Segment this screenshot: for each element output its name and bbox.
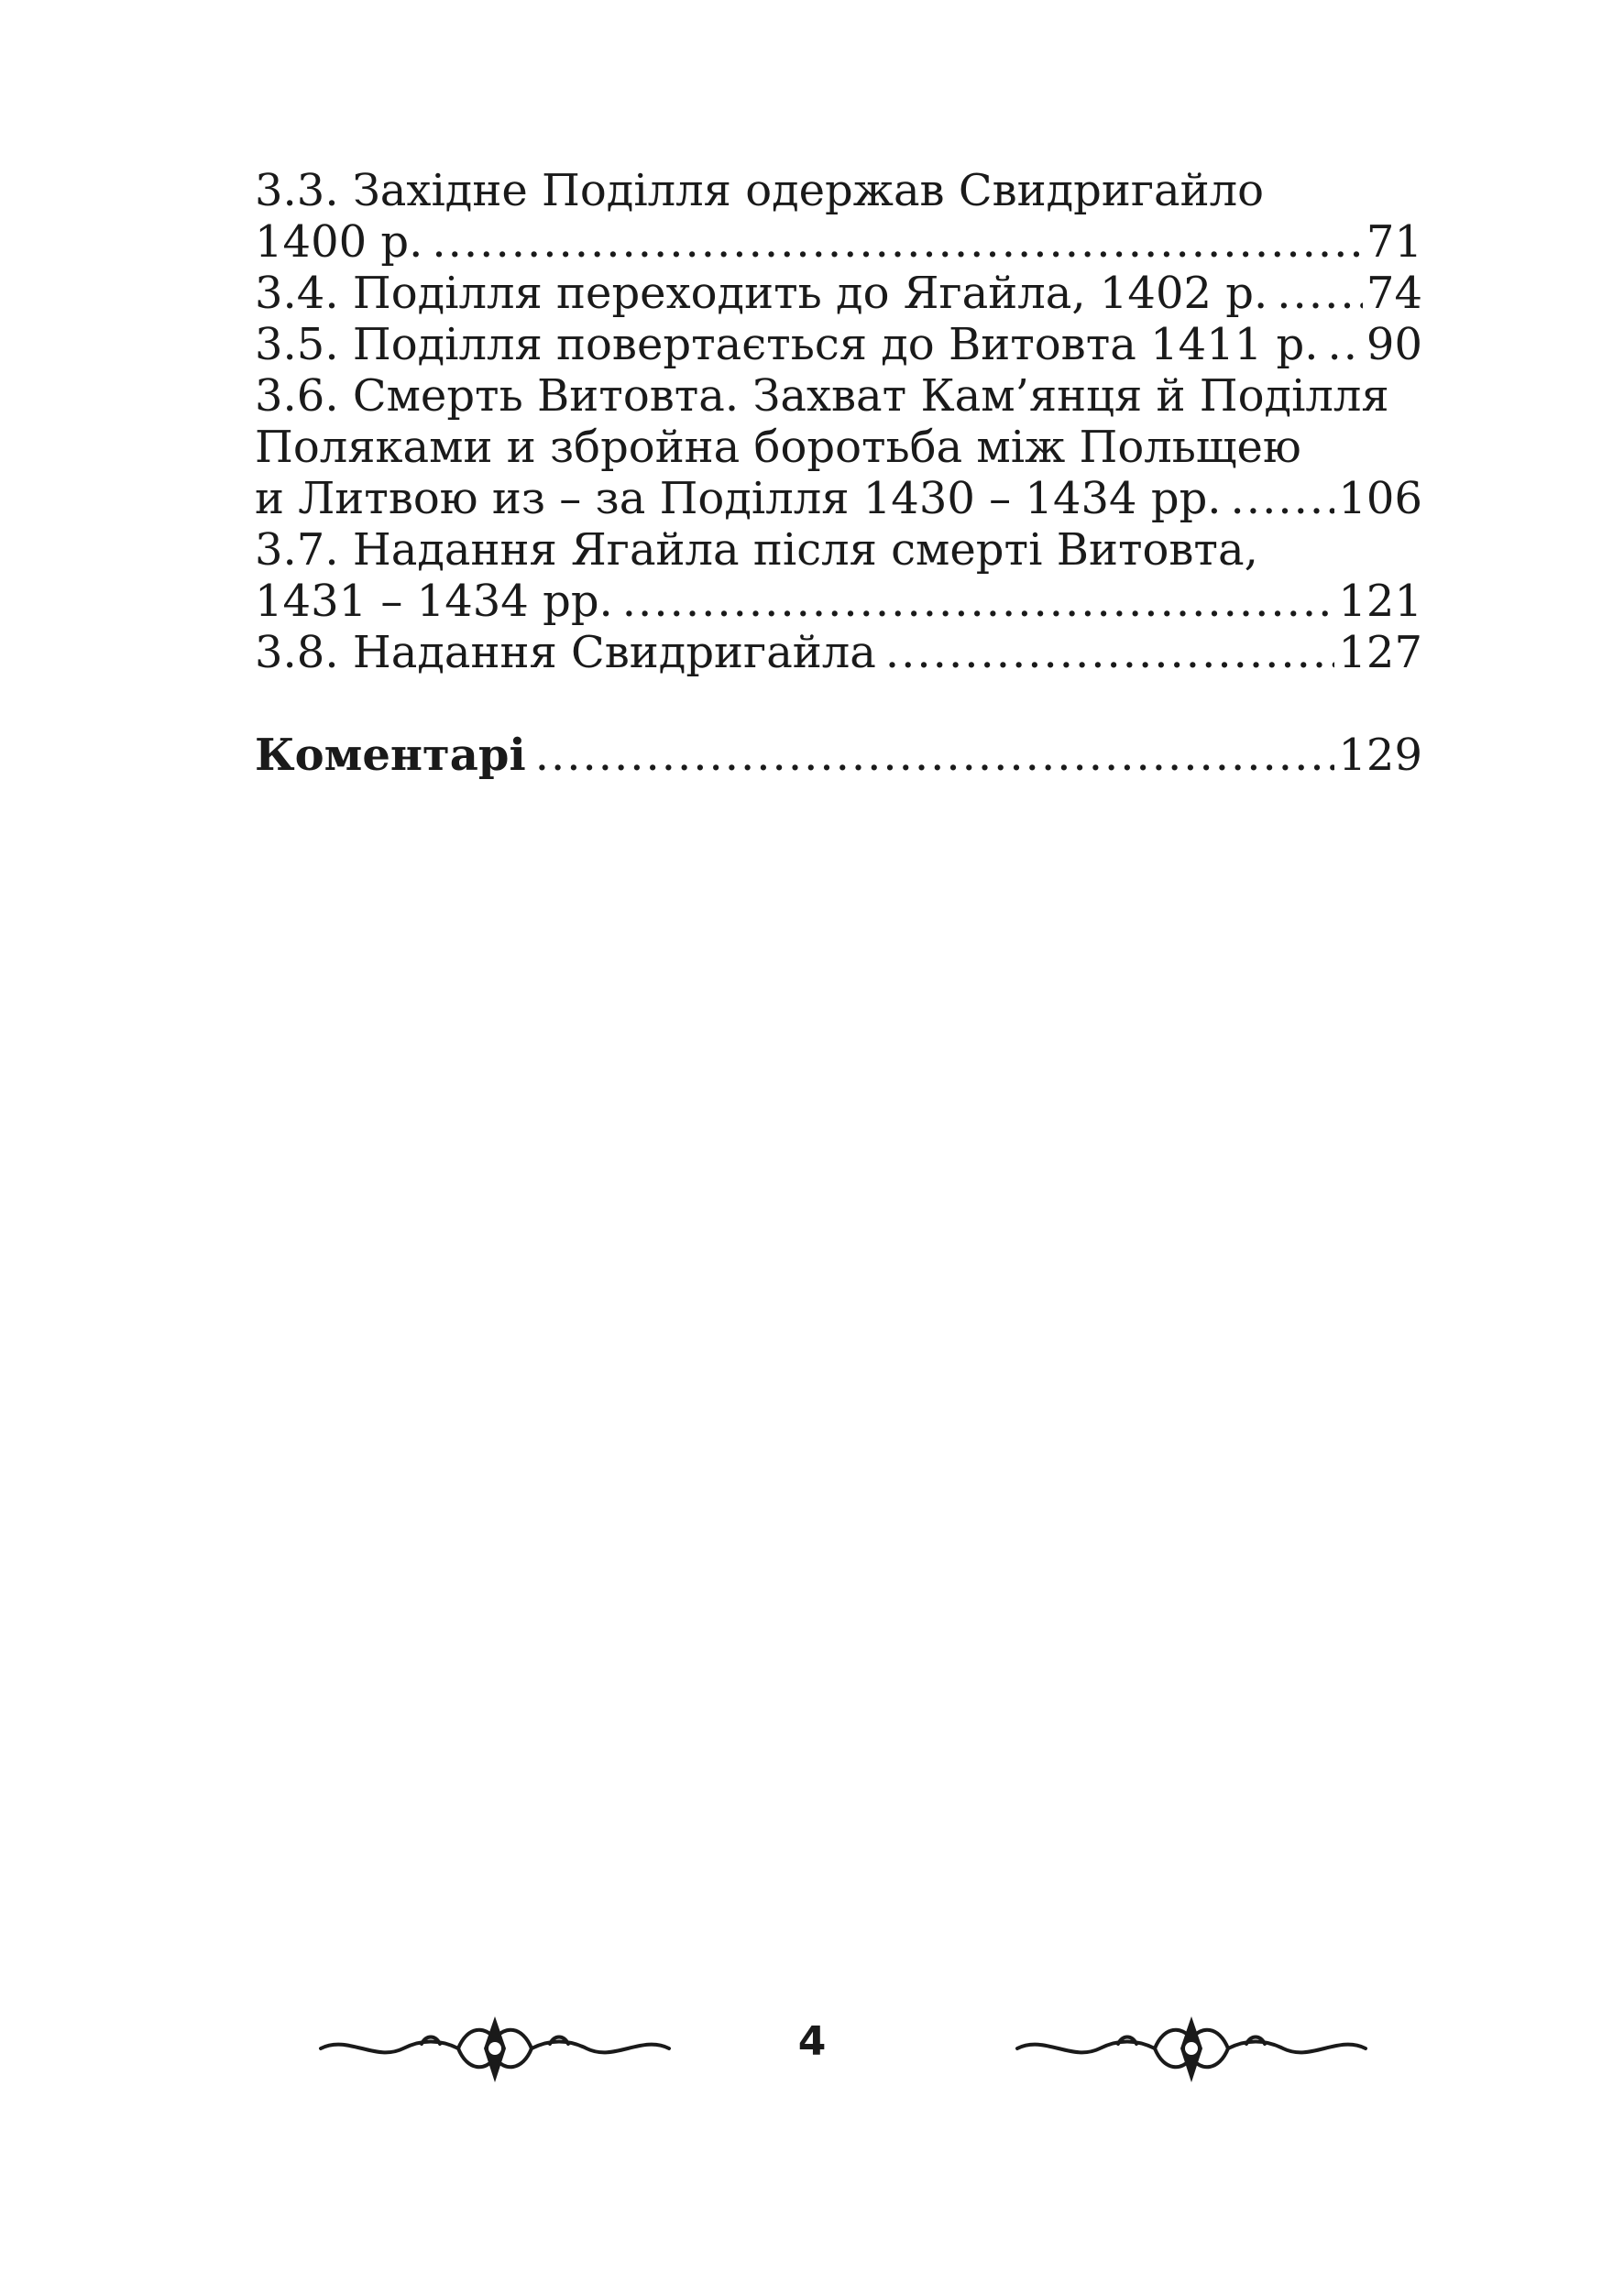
toc-entry-3-6[interactable] [255, 370, 1422, 422]
toc-page-number: 127 [1338, 627, 1422, 678]
page-footer [0, 1998, 1624, 2099]
toc-entry-text: 1431 – 1434 рр. [255, 576, 613, 627]
table-of-contents [255, 165, 1422, 781]
toc-entry-text: 3.5. Поділля повертається до Витовта 1411 р. [255, 319, 1319, 370]
dot-leader [885, 627, 1334, 678]
toc-entry-3-3-cont[interactable] [255, 216, 1422, 268]
toc-entry-3-6-cont[interactable] [255, 422, 1422, 473]
toc-entry-text: Коментарі [255, 730, 526, 781]
page-number: 4 [797, 2018, 827, 2065]
toc-page-number: 129 [1338, 730, 1422, 781]
toc-page-number: 121 [1338, 576, 1422, 627]
toc-entry-3-4[interactable] [255, 268, 1422, 319]
fleuron-ornament-icon [312, 2007, 678, 2090]
toc-entry-3-6-cont[interactable] [255, 473, 1422, 524]
toc-entry-text: и Литвою из – за Поділля 1430 – 1434 рр. [255, 473, 1222, 524]
toc-entry-text: 3.6. Смерть Витовта. Захват Кам’янця й Поділля [255, 370, 1389, 422]
toc-entry-text: 3.4. Поділля переходить до Ягайла, 1402 р. [255, 268, 1268, 319]
toc-entry-3-5[interactable] [255, 319, 1422, 370]
toc-entry-text: 3.3. Західне Поділля одержав Свидригайло [255, 165, 1264, 216]
dot-leader [1231, 473, 1335, 524]
fleuron-ornament-icon [1008, 2007, 1375, 2090]
toc-page-number: 90 [1366, 319, 1422, 370]
toc-entry-text: 3.7. Надання Ягайла після смерті Витовта, [255, 524, 1258, 576]
toc-entry-text: 1400 р. [255, 216, 423, 268]
toc-entry-3-7-cont[interactable] [255, 576, 1422, 627]
toc-entry-3-8[interactable] [255, 627, 1422, 678]
toc-page-number: 74 [1366, 268, 1422, 319]
toc-entry-comments[interactable] [255, 730, 1422, 781]
dot-leader [622, 576, 1335, 627]
toc-entry-text: Поляками и збройна боротьба між Польщею [255, 422, 1301, 473]
toc-entry-text: 3.8. Надання Свидригайла [255, 627, 876, 678]
dot-leader [1328, 319, 1363, 370]
toc-entry-3-7[interactable] [255, 524, 1422, 576]
dot-leader [1277, 268, 1363, 319]
toc-page-number: 71 [1366, 216, 1422, 268]
dot-leader [535, 730, 1335, 781]
dot-leader [432, 216, 1363, 268]
toc-entry-3-3[interactable] [255, 165, 1422, 216]
toc-page-number: 106 [1338, 473, 1422, 524]
section-spacer [255, 678, 1422, 730]
